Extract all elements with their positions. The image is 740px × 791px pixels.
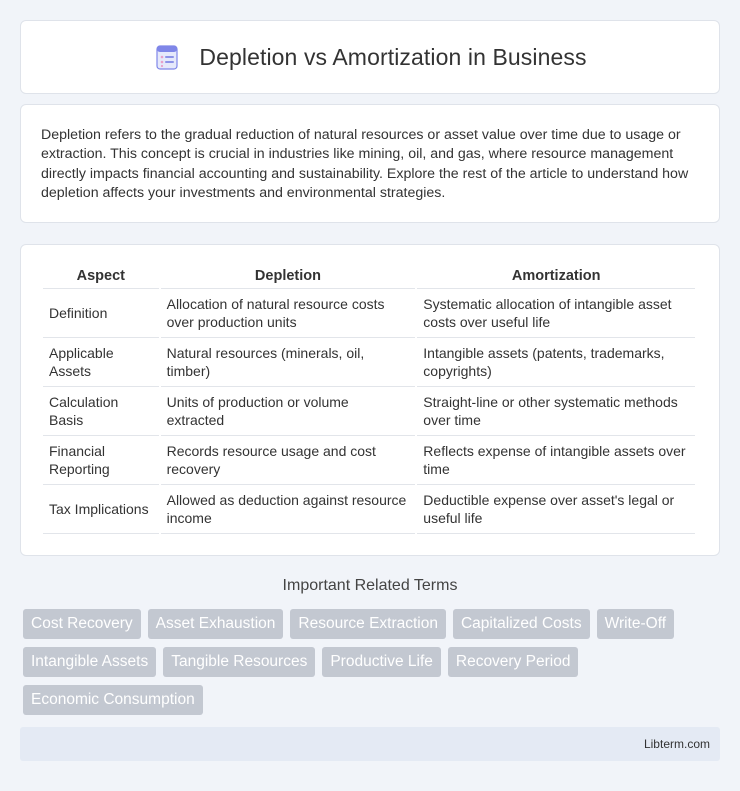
related-term-tag[interactable]: Resource Extraction bbox=[290, 609, 446, 639]
aspect-cell: Tax Implications bbox=[43, 485, 159, 534]
depletion-cell: Units of production or volume extracted bbox=[161, 387, 416, 436]
related-terms-heading: Important Related Terms bbox=[282, 577, 458, 594]
amortization-cell: Systematic allocation of intangible asset costs over useful life bbox=[417, 289, 695, 338]
title-wrap bbox=[153, 43, 586, 71]
related-terms-list bbox=[23, 609, 723, 715]
footer bbox=[20, 727, 720, 761]
related-term-tag[interactable]: Economic Consumption bbox=[23, 685, 203, 715]
amortization-cell: Reflects expense of intangible assets over time bbox=[417, 436, 695, 485]
column-header-depletion: Depletion bbox=[161, 265, 416, 289]
table-row bbox=[43, 387, 695, 436]
depletion-cell: Records resource usage and cost recovery bbox=[161, 436, 416, 485]
aspect-cell: Definition bbox=[43, 289, 159, 338]
related-term-tag[interactable]: Capitalized Costs bbox=[453, 609, 590, 639]
aspect-cell: Calculation Basis bbox=[43, 387, 159, 436]
amortization-cell: Intangible assets (patents, trademarks, copyrights) bbox=[417, 338, 695, 387]
aspect-cell: Applicable Assets bbox=[43, 338, 159, 387]
table-row bbox=[43, 436, 695, 485]
comparison-table-card bbox=[20, 244, 720, 556]
related-term-tag[interactable]: Asset Exhaustion bbox=[148, 609, 284, 639]
table-header-row bbox=[43, 265, 695, 289]
depletion-cell: Allocation of natural resource costs over production units bbox=[161, 289, 416, 338]
related-term-tag[interactable]: Tangible Resources bbox=[163, 647, 315, 677]
title-card bbox=[20, 20, 720, 94]
amortization-cell: Deductible expense over asset's legal or useful life bbox=[417, 485, 695, 534]
table-row bbox=[43, 338, 695, 387]
amortization-cell: Straight-line or other systematic methods over time bbox=[417, 387, 695, 436]
related-term-tag[interactable]: Recovery Period bbox=[448, 647, 579, 677]
aspect-cell: Financial Reporting bbox=[43, 436, 159, 485]
related-term-tag[interactable]: Cost Recovery bbox=[23, 609, 141, 639]
intro-card bbox=[20, 104, 720, 223]
related-term-tag[interactable]: Productive Life bbox=[322, 647, 441, 677]
page-title: Depletion vs Amortization in Business bbox=[199, 43, 587, 70]
intro-paragraph: Depletion refers to the gradual reduction of natural resources or asset value over time due to usage or extraction. This concept is crucial in industries like mining, oil, and gas, where resource management directly impacts financial accounting and sustainability. Explore the rest of the article to understand how depletion affects your investments and environmental strategies. bbox=[41, 127, 689, 202]
footer-site-link[interactable]: Libterm.com bbox=[643, 737, 710, 751]
document-icon bbox=[153, 43, 181, 71]
table-row bbox=[43, 485, 695, 534]
comparison-table bbox=[41, 265, 697, 534]
column-header-amortization: Amortization bbox=[417, 265, 695, 289]
table-row bbox=[43, 289, 695, 338]
depletion-cell: Natural resources (minerals, oil, timber) bbox=[161, 338, 416, 387]
column-header-aspect: Aspect bbox=[43, 265, 159, 289]
related-term-tag[interactable]: Write-Off bbox=[597, 609, 674, 639]
depletion-cell: Allowed as deduction against resource income bbox=[161, 485, 416, 534]
related-term-tag[interactable]: Intangible Assets bbox=[23, 647, 156, 677]
